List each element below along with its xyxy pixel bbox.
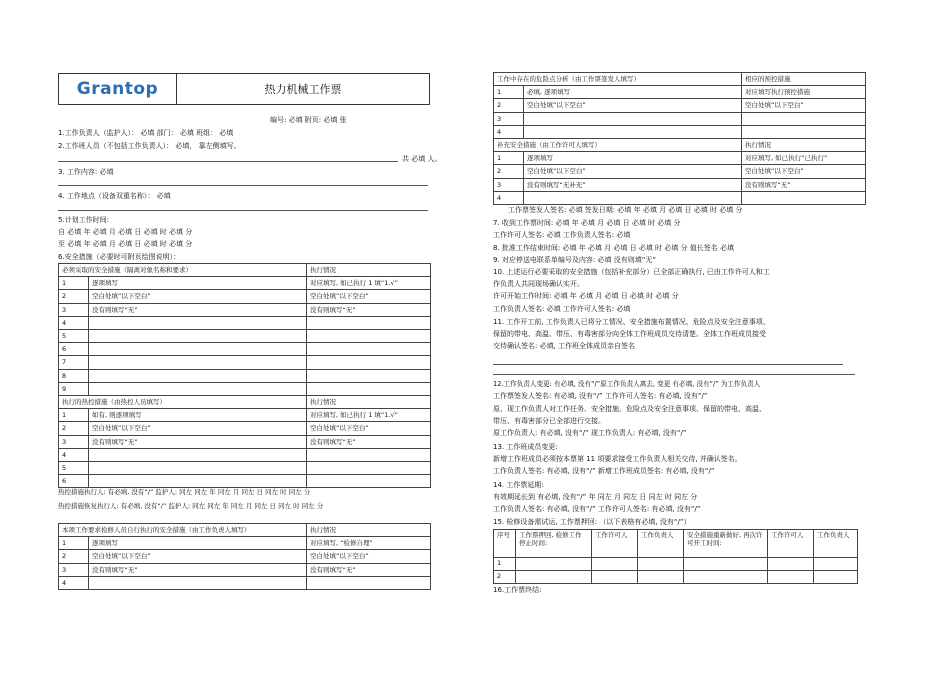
table-cell: 执行情况 [307, 396, 431, 409]
line-12: 12.工作负责人变更: 有必填, 没有“/”原工作负责人离去, 变更 有必填, 没有“/” 为工作负责人 [493, 380, 761, 388]
line-8: 8. 批准工作结束时间: 必填 年 必填 月 必填 日 必填 时 必填 分 值长签名 必填 [493, 244, 734, 252]
table-cell: 逐项填写 [89, 277, 307, 290]
table-cell: 工作负责人 [638, 530, 684, 558]
table-cell [768, 558, 814, 571]
table-cell: 对应填写, 如已执行 1 填“1.√” [307, 277, 431, 290]
table-cell [307, 461, 431, 474]
table-cell: 工作许可人 [592, 530, 638, 558]
line-14c: 工作负责人签名: 有必填, 没有“/” 工作许可人签名: 有必填, 没有“/” [493, 505, 701, 513]
table-cell: 空白处填“以下空白” [742, 99, 866, 112]
table-cell [742, 112, 866, 125]
line-10: 10. 上述运行必要采取的安全措施（包括补充部分）已全部正确执行, 已由工作许可人和工 [493, 268, 770, 276]
table-cell: 没有则填写“无” [89, 303, 307, 316]
table-cell: 工作许可人 [768, 530, 814, 558]
table-cell [89, 369, 307, 382]
table-cell [814, 558, 858, 571]
table-cell: 2 [59, 290, 89, 303]
line-10d: 工作负责人签名: 必填 工作许可人签名: 必填 [493, 305, 631, 313]
table-cell: 如有, 则逐项填写 [89, 409, 307, 422]
line-12b: 工作票签发人签名: 有必填, 没有“/” 工作许可人签名: 有必填, 没有“/” [493, 392, 708, 400]
line-13: 13. 工作班成员变更: [493, 443, 558, 451]
table-cell [814, 571, 858, 584]
line-11c: 交待确认签名: 必填, 工作班全体成员亲自签名 [493, 342, 636, 350]
table-cell [89, 382, 307, 395]
table-cell [684, 571, 768, 584]
table-cell [307, 475, 431, 488]
hazard-table [493, 72, 866, 205]
table-cell: 4 [494, 125, 524, 138]
table-cell [307, 369, 431, 382]
table-cell [307, 356, 431, 369]
table-cell: 空白处填“以下空白” [524, 99, 742, 112]
table-cell: 序号 [494, 530, 516, 558]
field-location: 4. 工作地点（设备双重名称）： 必填 [58, 192, 171, 200]
table-cell: 执行情况 [307, 524, 431, 537]
line-12d: 带压、有毒害部分已全部进行交接。 [493, 417, 605, 425]
table-cell: 2 [59, 550, 89, 563]
table-cell [742, 191, 866, 204]
table-cell: 本项工作要求检修人员自行执行的安全措施（由工作负责人填写） [59, 524, 307, 537]
table-cell [524, 112, 742, 125]
table-cell [638, 558, 684, 571]
line-14: 14. 工作票延期: [493, 481, 544, 489]
table-cell [89, 316, 307, 329]
table-cell: 1 [494, 152, 524, 165]
table-cell: 没有则填写“无” [89, 435, 307, 448]
table-cell: 空白处填“以下空白” [89, 550, 307, 563]
table-cell: 没有则填写“无” [89, 563, 307, 576]
table-cell [89, 576, 307, 589]
line-11b: 保留的带电、高温、带压、有毒害部分向全体工作班成员交待清楚。全体工作班成员接受 [493, 330, 766, 338]
table-cell: 执行的热控措施（由热控人员填写） [59, 396, 307, 409]
table-cell [307, 316, 431, 329]
table-cell: 逐项填写 [524, 152, 742, 165]
table-cell: 5 [59, 461, 89, 474]
table-cell: 2 [494, 165, 524, 178]
table-cell: 没有则填写“无补充” [524, 178, 742, 191]
table-cell: 对应填写, “检修自理” [307, 537, 431, 550]
table-cell: 补充安全措施（由工作许可人填写） [494, 138, 742, 151]
table-cell [516, 571, 592, 584]
table-cell: 没有则填写“无” [307, 435, 431, 448]
table-cell: 对应填写, 如已执行 1 填“1.√” [307, 409, 431, 422]
table-cell: 1 [59, 537, 89, 550]
table-cell [524, 191, 742, 204]
table-cell: 3 [494, 178, 524, 191]
table-cell: 空白处填“以下空白” [307, 550, 431, 563]
line-14b: 有效期延长到 有必填, 没有“/” 年 同左 月 同左 日 同左 时 同左 分 [493, 493, 698, 501]
table-cell: 工作票押回, 检修工作停止时间: [516, 530, 592, 558]
table-cell: 5 [59, 329, 89, 342]
table-cell: 1 [59, 409, 89, 422]
table-cell [592, 571, 638, 584]
plan-time-from: 自 必填 年 必填 月 必填 日 必填 时 必填 分 [58, 228, 193, 236]
table-cell: 6 [59, 343, 89, 356]
table-cell [742, 125, 866, 138]
trial-run-table [493, 529, 858, 584]
issuer-sign-line: 工作票签发人签名: 必填 签发日期: 必填 年 必填 月 必填 日 必填 时 必填 分 [508, 206, 743, 214]
number-line: 编号: 必填 附页: 必填 张 [270, 116, 347, 124]
crew-count: 共 必填 人。 [402, 155, 442, 163]
table-cell [524, 125, 742, 138]
table-cell: 3 [59, 303, 89, 316]
table-cell [684, 558, 768, 571]
table-cell: 8 [59, 369, 89, 382]
table-cell: 相应的预控措施 [742, 73, 866, 86]
line-13c: 工作负责人签名: 有必填, 没有“/” 新增工作班成员签名: 有必填, 没有“/” [493, 467, 715, 475]
line-15: 15. 检修设备需试运, 工作票押回: （以下表格有必填, 没有“/”） [493, 518, 691, 526]
line-10b: 作负责人共同现场确认实开。 [493, 280, 584, 288]
table-cell [307, 576, 431, 589]
grantop-logo: Grantop [59, 74, 177, 104]
thermal-restore-line: 热控措施恢复执行人: 有必填, 没有“/” 监护人: 同左 同左 年 同左 月 同左 日 同左 时 同左 分 [58, 502, 324, 510]
table-cell: 安全措施重新做好, 再次许可开工时间: [684, 530, 768, 558]
table-cell [592, 558, 638, 571]
table-cell: 2 [59, 422, 89, 435]
thermal-control-table [58, 395, 431, 488]
table-cell: 工作中存在的危险点分析（由工作票签发人填写） [494, 73, 742, 86]
field-plan-time: 5.计划工作时间: [58, 216, 110, 224]
table-cell [89, 448, 307, 461]
table-cell: 1 [494, 86, 524, 99]
table-cell: 没有则填写“无” [742, 178, 866, 191]
table-cell: 2 [494, 571, 516, 584]
table-cell [89, 356, 307, 369]
table-cell: 空白处填“以下空白” [89, 422, 307, 435]
table-cell [89, 329, 307, 342]
thermal-executor-line: 热控措施执行人: 有必填, 没有“/” 监护人: 同左 同左 年 同左 月 同左 日 同左 时 同左 分 [58, 488, 311, 496]
table-cell: 工作负责人 [814, 530, 858, 558]
line-10c: 许可开始工作时间: 必填 年 必填 月 必填 日 必填 时 必填 分 [493, 292, 679, 300]
line-13b: 新增工作班成员必须按本票第 11 项要求接受工作负责人相关交待, 并确认签名。 [493, 455, 742, 463]
table-cell: 空白处填“以下空白” [524, 165, 742, 178]
table-cell [638, 571, 684, 584]
table-cell: 4 [59, 576, 89, 589]
table-cell: 空白处填“以下空白” [307, 290, 431, 303]
self-safety-table [58, 523, 431, 590]
table-cell [307, 448, 431, 461]
table-cell: 对应填写, 如已执行“已执行” [742, 152, 866, 165]
line-7b: 工作许可人签名: 必填 工作负责人签名: 必填 [493, 231, 631, 239]
table-cell: 1 [494, 558, 516, 571]
table-cell: 没有则填写“无” [307, 563, 431, 576]
line-16: 16.工作票终结: [493, 586, 542, 594]
table-cell: 必填, 逐项填写 [524, 86, 742, 99]
table-cell: 9 [59, 382, 89, 395]
table-cell: 空白处填“以下空白” [89, 290, 307, 303]
table-cell: 4 [59, 316, 89, 329]
page-title: 热力机械工作票 [264, 83, 342, 96]
plan-time-to: 至 必填 年 必填 月 必填 日 必填 时 必填 分 [58, 240, 193, 248]
table-cell: 3 [494, 112, 524, 125]
table-cell [307, 329, 431, 342]
table-cell: 2 [494, 99, 524, 112]
table-cell: 7 [59, 356, 89, 369]
table-cell: 4 [494, 191, 524, 204]
table-cell: 必须采取的安全措施（隔离对象名称和要求） [59, 264, 307, 277]
table-cell [307, 382, 431, 395]
table-cell: 3 [59, 435, 89, 448]
table-cell [307, 343, 431, 356]
line-9: 9. 对应停送电联系单编号及内容: 必填 没有则填“无” [493, 256, 656, 264]
line-7: 7. 收到工作票时间: 必填 年 必填 月 必填 日 必填 时 必填 分 [493, 219, 681, 227]
table-cell [89, 461, 307, 474]
table-cell: 6 [59, 475, 89, 488]
field-work-content: 3. 工作内容: 必填 [58, 168, 114, 176]
safety-measures-table [58, 263, 431, 396]
ticket-header [58, 73, 430, 105]
line-11: 11. 工作开工前, 工作负责人已将分工情况、安全措施布置情况、危险点及安全注意事项、 [493, 318, 770, 326]
table-cell: 空白处填“以下空白” [742, 165, 866, 178]
table-cell [89, 475, 307, 488]
table-cell: 1 [59, 277, 89, 290]
line-12c: 原、现工作负责人对工作任务、安全措施、危险点及安全注意事项、保留的带电、高温、 [493, 405, 766, 413]
table-cell: 空白处填“以下空白” [307, 422, 431, 435]
table-cell: 逐项填写 [89, 537, 307, 550]
table-cell [768, 571, 814, 584]
table-cell: 3 [59, 563, 89, 576]
line-12e: 原工作负责人: 有必填, 没有“/” 现工作负责人: 有必填, 没有“/” [493, 429, 687, 437]
table-cell: 对应填写执行预控措施 [742, 86, 866, 99]
field-crew: 2.工作班人员（不包括工作负责人）： 必填， 靠左侧填写。 [58, 142, 241, 150]
safety-heading: 6.安全措施（必要时可附页绘图说明）： [58, 253, 181, 261]
table-cell [516, 558, 592, 571]
table-cell: 4 [59, 448, 89, 461]
table-cell: 执行情况 [307, 264, 431, 277]
table-cell: 执行情况 [742, 138, 866, 151]
table-cell [89, 343, 307, 356]
field-responsible: 1.工作负责人（监护人）： 必填 部门： 必填 班组： 必填 [58, 129, 234, 137]
table-cell: 没有则填写“无” [307, 303, 431, 316]
